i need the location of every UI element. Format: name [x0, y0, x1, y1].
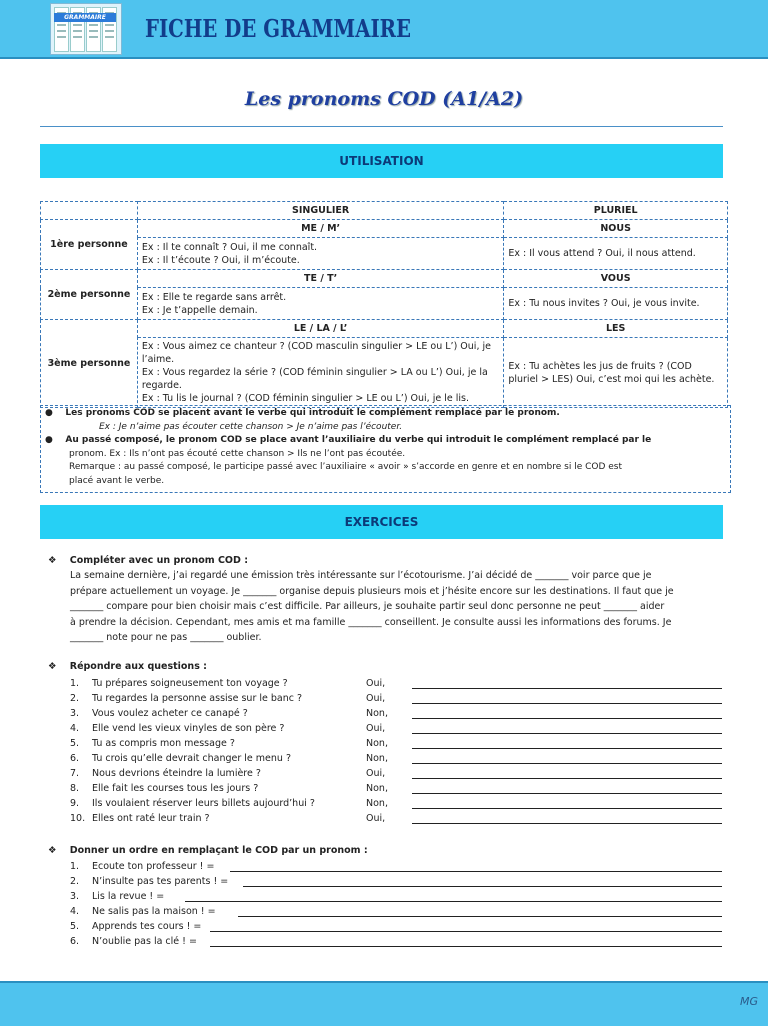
example-line: Ex : Vous aimez ce chanteur ? (COD masculin singulier > LE ou L’) Oui, je l’aime.: [141, 341, 491, 365]
order-number: 3.: [70, 891, 80, 902]
question-text: Elle fait les courses tous les jours ?: [92, 783, 259, 794]
question-number: 8.: [70, 783, 80, 794]
question-row: [70, 738, 722, 753]
header-bar: [0, 0, 768, 59]
title-divider: [40, 126, 723, 127]
utilisation-banner: UTILISATION: [40, 144, 723, 178]
question-row: [70, 678, 722, 693]
order-number: 6.: [70, 936, 80, 947]
example-vous: Ex : Tu nous invites ? Oui, je vous invite.: [504, 288, 728, 320]
question-row: [70, 753, 722, 768]
example-line: Ex : Tu lis le journal ? (COD féminin singulier > LE ou L’) Oui, je le lis.: [141, 393, 469, 404]
text-line: prépare actuellement un voyage. Je _______ organise depuis plusieurs mois et j’hésite encore sur les destinations. Il faut que je: [70, 585, 674, 597]
exercise-2-title: ❖ Répondre aux questions :: [48, 661, 207, 672]
question-text: Elles ont raté leur train ?: [92, 813, 210, 824]
answer-line[interactable]: [210, 946, 722, 947]
rules-notes: ● Les pronoms COD se placent avant le verbe qui introduit le complément remplacé par le pronom. Ex : Je n’aime pas écouter cette chanson > Je n’aime pas l’écouter. ● Au passé composé, le pronom COD se place avant l’auxiliaire du verbe qui introduit le complément remplacé par le pronom. Ex : Ils n’ont pas écouté cette chanson > Ils ne l’ont pas écoutée. Remarque : au passé composé, le participe passé avec l’auxiliaire « avoir » s’accorde en genre et en nombre si le COD est placé avant le verbe.: [40, 405, 731, 493]
question-row: [70, 783, 722, 798]
order-text: Ne salis pas la maison ! =: [92, 906, 216, 917]
question-number: 2.: [70, 693, 80, 704]
order-row: [70, 876, 722, 891]
answer-line[interactable]: [185, 901, 722, 902]
example-line: Ex : Elle te regarde sans arrêt.: [141, 291, 287, 303]
answer-prefix: Oui,: [366, 813, 386, 824]
answer-line[interactable]: [412, 793, 722, 794]
question-text: Tu as compris mon message ?: [92, 738, 235, 749]
answer-prefix: Non,: [366, 753, 388, 764]
answer-line[interactable]: [412, 703, 722, 704]
grammaire-logo: [50, 3, 122, 55]
answer-line[interactable]: [412, 748, 722, 749]
order-text: Apprends tes cours ! =: [92, 921, 202, 932]
answer-line[interactable]: [230, 871, 722, 872]
col-header-pluriel: PLURIEL: [504, 202, 728, 220]
table-corner: [41, 202, 138, 220]
pronoun-vous: VOUS: [504, 270, 728, 288]
question-text: Elle vend les vieux vinyles de son père ?: [92, 723, 285, 734]
answer-line[interactable]: [412, 808, 722, 809]
order-row: [70, 921, 722, 936]
order-row: [70, 906, 722, 921]
remark-end: placé avant le verbe.: [69, 475, 165, 486]
question-text: Vous voulez acheter ce canapé ?: [92, 708, 248, 719]
question-number: 7.: [70, 768, 80, 779]
text-line: La semaine dernière, j’ai regardé une émission très intéressante sur l’écotourisme. J’ai décidé de _______ voir parce que je: [70, 570, 652, 581]
text-line: à prendre la décision. Cependant, mes amis et ma famille _______ conseillent. Je consulte aussi les informations des forums. Je: [70, 616, 672, 628]
answer-prefix: Non,: [366, 783, 388, 794]
pronoun-te: TE / T’: [137, 270, 503, 288]
example-le-la: [137, 338, 503, 408]
exercise-1-title: ❖ Compléter avec un pronom COD :: [48, 555, 248, 566]
example-me: [137, 238, 503, 270]
example-line: Ex : Il te connaît ? Oui, il me connaît.: [141, 241, 318, 253]
answer-line[interactable]: [412, 823, 722, 824]
answer-prefix: Oui,: [366, 723, 386, 734]
order-row: [70, 861, 722, 876]
question-number: 6.: [70, 753, 80, 764]
pronoun-le-la: LE / LA / L’: [137, 320, 503, 338]
question-text: Tu regardes la personne assise sur le banc ?: [92, 693, 303, 704]
answer-prefix: Non,: [366, 798, 388, 809]
question-row: [70, 723, 722, 738]
author-initials: MG: [739, 995, 758, 1008]
col-header-singulier: SINGULIER: [137, 202, 503, 220]
question-text: Nous devrions éteindre la lumière ?: [92, 768, 261, 779]
order-text: Lis la revue ! =: [92, 891, 165, 902]
footer-bar: [0, 981, 768, 1026]
answer-line[interactable]: [238, 916, 722, 917]
question-row: [70, 693, 722, 708]
pronoun-les: LES: [504, 320, 728, 338]
exercices-banner: EXERCICES: [40, 505, 723, 539]
pronoun-table: [40, 201, 728, 408]
order-text: N’oublie pas la clé ! =: [92, 936, 197, 947]
answer-line[interactable]: [412, 733, 722, 734]
answer-prefix: Oui,: [366, 693, 386, 704]
rule-2: Au passé composé, le pronom COD se place avant l’auxiliaire du verbe qui introduit le complément remplacé par le: [65, 435, 652, 445]
answer-line[interactable]: [412, 718, 722, 719]
question-number: 4.: [70, 723, 80, 734]
order-row: [70, 891, 722, 906]
text-line: _______ compare pour bien choisir mais c’est difficile. Par ailleurs, je souhaite partir seul donc personne ne peut _______ aider: [70, 601, 665, 612]
order-row: [70, 936, 722, 951]
example-nous: Ex : Il vous attend ? Oui, il nous attend.: [504, 238, 728, 270]
logo-text: GRAMMAIRE: [54, 13, 116, 22]
rule-1: Les pronoms COD se placent avant le verbe qui introduit le complément remplacé par le pronom.: [65, 408, 560, 418]
question-text: Ils voulaient réserver leurs billets aujourd’hui ?: [92, 798, 315, 809]
exercise-1-text: [70, 568, 720, 646]
exercise-3-title-text: Donner un ordre en remplaçant le COD par un pronom :: [69, 845, 368, 856]
example-line: Ex : Vous regardez la série ? (COD féminin singulier > LA ou L’) Oui, je la regarde.: [141, 367, 488, 391]
answer-prefix: Oui,: [366, 768, 386, 779]
exercise-3-title: ❖ Donner un ordre en remplaçant le COD par un pronom :: [48, 845, 368, 856]
order-number: 2.: [70, 876, 80, 887]
example-les: Ex : Tu achètes les jus de fruits ? (COD pluriel > LES) Oui, c’est moi qui les achète.: [504, 338, 728, 408]
person-3: 3ème personne: [41, 320, 138, 408]
remark: Remarque : au passé composé, le participe passé avec l’auxiliaire « avoir » s’accorde en genre et en nombre si le COD est: [69, 462, 623, 472]
answer-line[interactable]: [243, 886, 722, 887]
question-row: [70, 798, 722, 813]
question-number: 9.: [70, 798, 80, 809]
answer-line[interactable]: [412, 688, 722, 689]
person-2: 2ème personne: [41, 270, 138, 320]
answer-prefix: Non,: [366, 738, 388, 749]
answer-prefix: Non,: [366, 708, 388, 719]
rule-2-example: pronom. Ex : Ils n’ont pas écouté cette chanson > Ils ne l’ont pas écoutée.: [69, 448, 406, 459]
pronoun-me: ME / M’: [137, 220, 503, 238]
order-text: N’insulte pas tes parents ! =: [92, 876, 229, 887]
person-1: 1ère personne: [41, 220, 138, 270]
question-number: 3.: [70, 708, 80, 719]
text-line: _______ note pour ne pas _______ oublier.: [70, 632, 262, 643]
example-te: [137, 288, 503, 320]
question-row: [70, 708, 722, 723]
question-text: Tu crois qu’elle devrait changer le menu ?: [92, 753, 292, 764]
exercise-2-title-text: Répondre aux questions :: [69, 661, 207, 672]
question-number: 10.: [70, 813, 86, 824]
order-number: 1.: [70, 861, 80, 872]
order-number: 5.: [70, 921, 80, 932]
example-line: Ex : Il t’écoute ? Oui, il m’écoute.: [141, 254, 300, 266]
answer-prefix: Oui,: [366, 678, 386, 689]
example-line: Ex : Je t’appelle demain.: [141, 304, 258, 316]
question-number: 5.: [70, 738, 80, 749]
answer-line[interactable]: [210, 931, 722, 932]
rule-1-example: Ex : Je n’aime pas écouter cette chanson > Je n’aime pas l’écouter.: [99, 421, 403, 432]
exercise-1-title-text: Compléter avec un pronom COD :: [69, 555, 248, 566]
question-text: Tu prépares soigneusement ton voyage ?: [92, 678, 288, 689]
app-title: FICHE DE GRAMMAIRE: [145, 14, 412, 43]
pronoun-nous: NOUS: [504, 220, 728, 238]
document-title: Les pronoms COD (A1/A2): [244, 88, 524, 110]
answer-line[interactable]: [412, 763, 722, 764]
order-text: Ecoute ton professeur ! =: [92, 861, 215, 872]
question-number: 1.: [70, 678, 80, 689]
question-row: [70, 813, 722, 828]
question-row: [70, 768, 722, 783]
order-number: 4.: [70, 906, 80, 917]
answer-line[interactable]: [412, 778, 722, 779]
